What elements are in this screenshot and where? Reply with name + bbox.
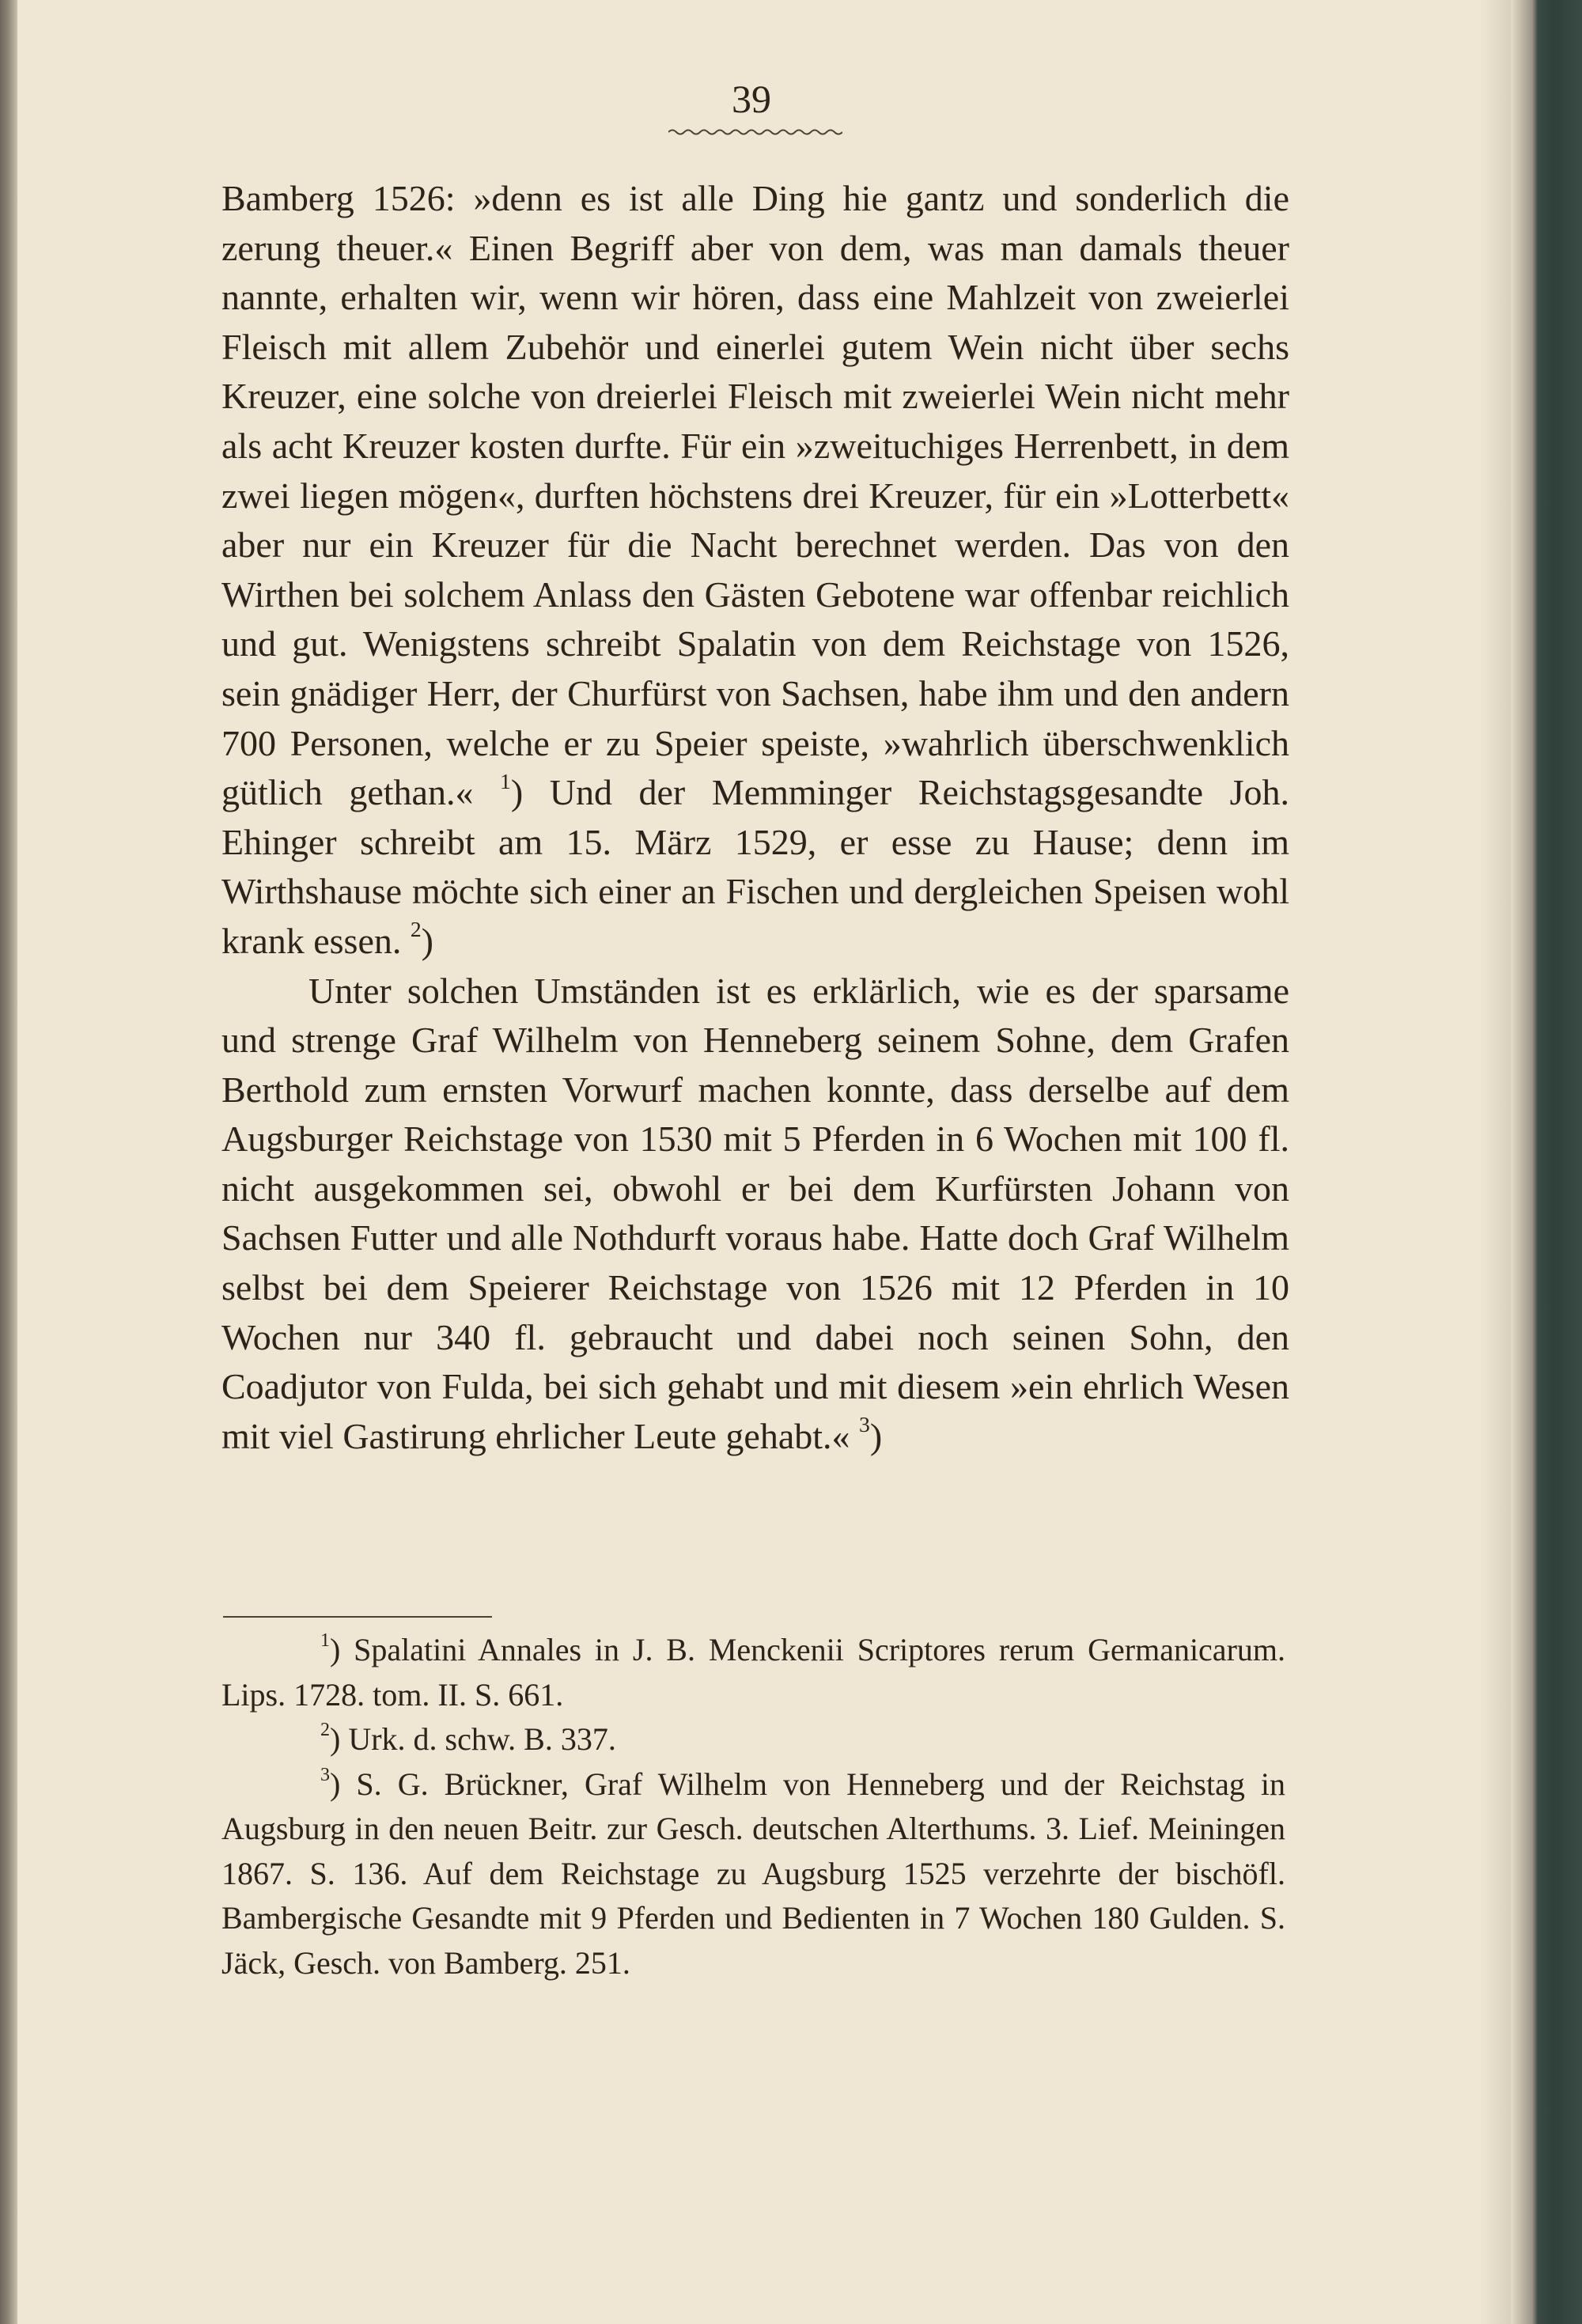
footnote-mark-1: 1 xyxy=(320,1630,330,1652)
footnotes xyxy=(221,1628,1285,1985)
paragraph-1-text-cont: ) Und der Memminger Reichstagsgesandte Joh. Ehinger schreibt am 15. März 1529, er esse zu Hause; denn im Wirthshause möchte sich einer an Fischen und dergleichen Speisen wohl krank essen. xyxy=(221,772,1289,961)
paragraph-2 xyxy=(221,967,1289,1462)
footnote-3 xyxy=(221,1762,1285,1986)
footnote-1-text: ) Spalatini Annales in J. B. Menckenii Scriptores rerum Germanicarum. Lips. 1728. tom. II. S. 661. xyxy=(221,1632,1285,1713)
paragraph-2-text-end: ) xyxy=(869,1415,883,1456)
footnote-ref-2: 2 xyxy=(410,917,422,942)
page-shadow xyxy=(1479,0,1511,2324)
footnote-ref-3: 3 xyxy=(859,1412,870,1437)
footnote-3-text: ) S. G. Brückner, Graf Wilhelm von Henneberg und der Reichstag in Augsburg in den neuen Beitr. zur Gesch. deutschen Alterthums. 3. Lief. Meiningen 1867. S. 136. Auf dem Reichstage zu Augsburg 1525 verzehrte der bischöfl. Bambergische Gesandte mit 9 Pferden und Bedienten in 7 Wochen 180 Gulden. S. Jäck, Gesch. von Bamberg. 251. xyxy=(221,1766,1285,1981)
footnote-mark-3: 3 xyxy=(320,1764,330,1785)
footnote-2 xyxy=(221,1717,1285,1762)
page-number-ornament xyxy=(668,127,842,138)
footnote-2-text: ) Urk. d. schw. B. 337. xyxy=(330,1721,616,1757)
main-text xyxy=(221,174,1289,1461)
footnote-ref-1: 1 xyxy=(500,768,511,793)
paragraph-1-text: Bamberg 1526: »denn es ist alle Ding hie gantz und sonderlich die zerung theuer.« Einen Begriff aber von dem, was man damals theuer nannte, erhalten wir, wenn wir hören, dass eine Mahlzeit von zweierlei Fleisch mit allem Zubehör und einerlei gutem Wein nicht über sechs Kreuzer, eine solche von dreierlei Fleisch mit zweierlei Wein nicht mehr als acht Kreuzer kosten durfte. Für ein »zweituchiges Herrenbett, in dem zwei liegen mögen«, durften höchstens drei Kreuzer, für ein »Lotterbett« aber nur ein Kreuzer für die Nacht berechnet werden. Das von den Wirthen bei solchem Anlass den Gästen Gebotene war offenbar reichlich und gut. Wenigstens schreibt Spalatin von dem Reichstage von 1526, sein gnädiger Herr, der Churfürst von Sachsen, habe ihm und den andern 700 Personen, welche er zu Speier speiste, »wahrlich überschwenklich gütlich gethan.« xyxy=(221,178,1289,813)
paragraph-1-text-end: ) xyxy=(421,920,433,961)
footnote-divider xyxy=(223,1616,492,1618)
footnote-1 xyxy=(221,1628,1285,1717)
page-number: 39 xyxy=(732,77,771,121)
left-binding-edge xyxy=(0,0,17,2324)
footnote-mark-2: 2 xyxy=(320,1720,330,1741)
paragraph-2-text: Unter solchen Umständen ist es erklärlich, wie es der sparsame und strenge Graf Wilhelm von Henneberg seinem Sohne, dem Grafen Berthold zum ernsten Vorwurf machen konnte, dass derselbe auf dem Augsburger Reichstage von 1530 mit 5 Pferden in 6 Wochen mit 100 fl. nicht ausgekommen sei, obwohl er bei dem Kurfürsten Johann von Sachsen Futter und alle Nothdurft voraus habe. Hatte doch Graf Wilhelm selbst bei dem Speierer Reichstage von 1526 mit 12 Pferden in 10 Wochen nur 340 fl. gebraucht und dabei noch seinen Sohn, den Coadjutor von Fulda, bei sich gehabt und mit diesem »ein ehrlich Wesen mit viel Gastirung ehrlicher Leute gehabt.« xyxy=(221,970,1289,1456)
paragraph-1 xyxy=(221,174,1289,967)
book-spine xyxy=(1511,0,1582,2324)
